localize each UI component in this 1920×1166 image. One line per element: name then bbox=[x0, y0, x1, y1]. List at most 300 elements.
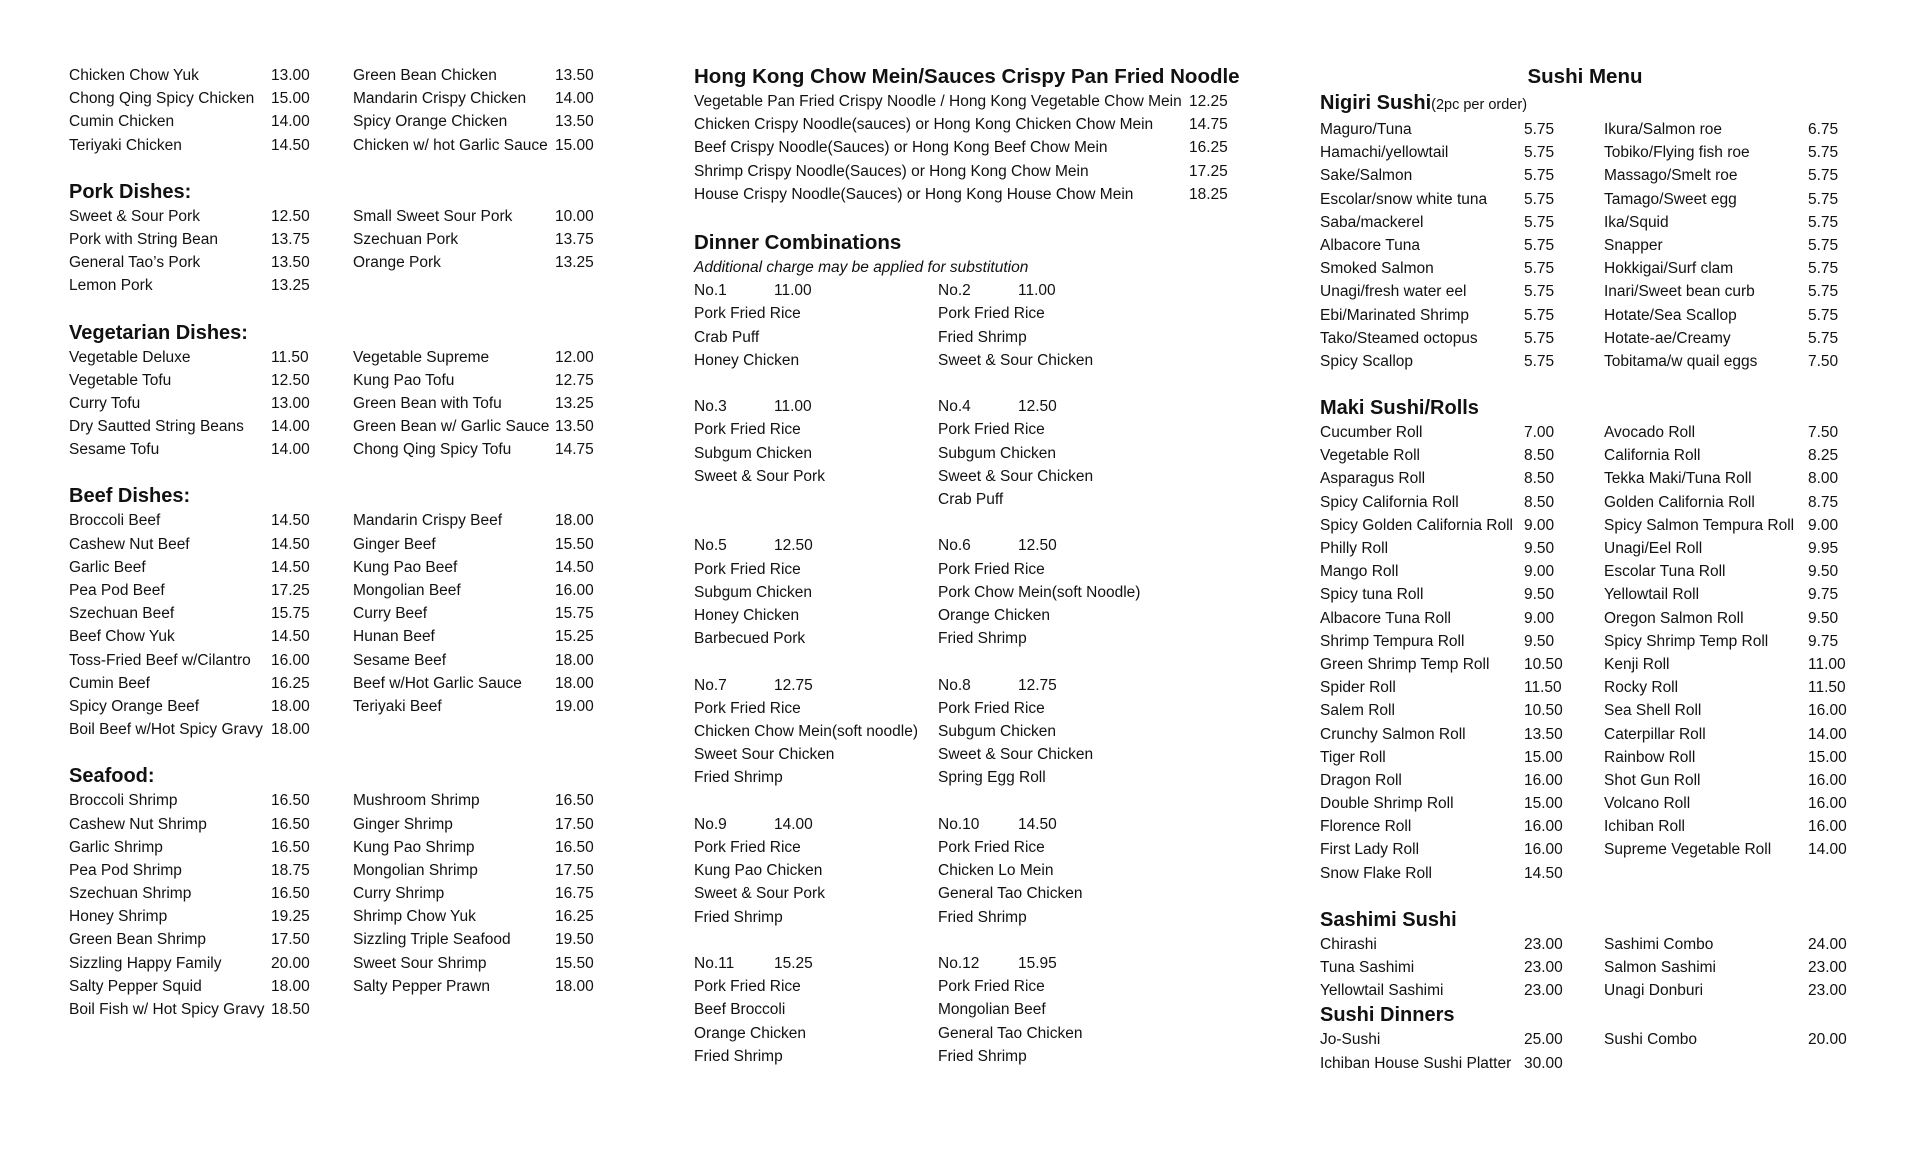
menu-row bbox=[1320, 979, 1865, 1002]
dish-price: 17.50 bbox=[555, 861, 594, 879]
dish-name: Salty Pepper Prawn bbox=[353, 977, 490, 995]
dish-price: 16.00 bbox=[1808, 702, 1847, 720]
dish-name: Szechuan Pork bbox=[353, 230, 459, 248]
menu-row bbox=[69, 952, 629, 975]
menu-row bbox=[1320, 792, 1865, 815]
dish-price: 14.00 bbox=[271, 441, 310, 459]
combo-price: 12.50 bbox=[1018, 537, 1057, 555]
dish-name: Spicy Golden California Roll bbox=[1320, 516, 1513, 534]
dish-price: 16.75 bbox=[555, 885, 594, 903]
dish-name: Ika/Squid bbox=[1604, 213, 1669, 231]
beef-dishes-list bbox=[69, 509, 629, 741]
dish-price: 16.50 bbox=[271, 815, 310, 833]
dish-name: Sizzling Happy Family bbox=[69, 954, 222, 972]
menu-row bbox=[1320, 560, 1865, 583]
dish-price: 9.75 bbox=[1808, 632, 1839, 650]
dish-price: 19.50 bbox=[555, 931, 594, 949]
dish-price: 15.50 bbox=[555, 954, 594, 972]
dish-price: 5.75 bbox=[1808, 283, 1839, 301]
dish-price: 16.25 bbox=[555, 908, 594, 926]
combo-card bbox=[694, 395, 938, 511]
combo-item: Crab Puff bbox=[694, 328, 760, 346]
dinner-combinations-list bbox=[694, 279, 1254, 1068]
menu-row bbox=[69, 415, 629, 438]
menu-row bbox=[69, 369, 629, 392]
seafood-dishes-list bbox=[69, 789, 629, 1021]
menu-row bbox=[69, 205, 629, 228]
dish-name: Chicken Crispy Noodle(sauces) or Hong Kong Chicken Chow Mein bbox=[694, 116, 1154, 134]
dish-name: Cashew Nut Shrimp bbox=[69, 815, 207, 833]
combo-number: No.10 bbox=[938, 815, 980, 833]
dish-name: Mandarin Crispy Beef bbox=[353, 512, 503, 530]
combo-number: No.6 bbox=[938, 537, 971, 555]
combo-number: No.3 bbox=[694, 398, 727, 416]
dish-name: Vegetable Pan Fried Crispy Noodle / Hong Kong Vegetable Chow Mein bbox=[694, 93, 1182, 110]
dish-price: 14.00 bbox=[1808, 841, 1847, 859]
menu-row bbox=[69, 998, 629, 1021]
dish-price: 13.00 bbox=[271, 394, 310, 412]
combo-item: Honey Chicken bbox=[694, 607, 800, 625]
combo-card bbox=[938, 674, 1182, 790]
menu-row bbox=[1320, 280, 1865, 303]
dish-name: Smoked Salmon bbox=[1320, 260, 1434, 278]
dish-price: 14.50 bbox=[271, 512, 310, 530]
menu-row bbox=[1320, 838, 1865, 861]
combo-item: Subgum Chicken bbox=[694, 583, 813, 601]
dish-name bbox=[353, 718, 555, 741]
dish-name: Mongolian Shrimp bbox=[353, 861, 478, 879]
combo-item: Subgum Chicken bbox=[938, 444, 1057, 462]
combo-number: No.8 bbox=[938, 676, 971, 694]
combo-item: Pork Fried Rice bbox=[938, 560, 1045, 578]
dish-price: 13.25 bbox=[271, 277, 310, 295]
dish-name: Vegetable Deluxe bbox=[69, 348, 191, 366]
menu-row bbox=[1320, 257, 1865, 280]
menu-row bbox=[69, 859, 629, 882]
dish-name: House Crispy Noodle(Sauces) or Hong Kong House Chow Mein bbox=[694, 185, 1134, 203]
dish-price: 24.00 bbox=[1808, 935, 1847, 953]
dish-name: Spicy Orange Chicken bbox=[353, 113, 508, 131]
combo-header bbox=[938, 674, 1182, 697]
hong-kong-chow-mein-heading: Hong Kong Chow Mein/Sauces Crispy Pan Fried Noodle bbox=[694, 65, 1240, 88]
dish-price: 14.50 bbox=[271, 558, 310, 576]
dish-price: 14.00 bbox=[555, 90, 594, 108]
dish-price: 9.00 bbox=[1808, 516, 1839, 534]
dish-name: Sake/Salmon bbox=[1320, 167, 1413, 185]
dish-price: 14.50 bbox=[271, 535, 310, 553]
dish-name: Rocky Roll bbox=[1604, 679, 1679, 697]
chicken-dishes-list bbox=[69, 64, 629, 157]
dish-price: 5.75 bbox=[1524, 236, 1555, 254]
dish-price: 13.75 bbox=[555, 230, 594, 248]
combo-item: Crab Puff bbox=[938, 491, 1004, 509]
dish-name: Snow Flake Roll bbox=[1320, 864, 1432, 882]
dish-name: Curry Beef bbox=[353, 605, 428, 623]
dish-price: 5.75 bbox=[1808, 329, 1839, 347]
dish-price: 16.00 bbox=[1808, 795, 1847, 813]
menu-row bbox=[69, 87, 629, 110]
menu-row bbox=[69, 134, 629, 157]
beef-dishes-heading: Beef Dishes: bbox=[69, 485, 191, 508]
dish-name: Sushi Combo bbox=[1604, 1031, 1698, 1049]
dish-name: Teriyaki Beef bbox=[353, 697, 442, 715]
combo-item: Pork Fried Rice bbox=[938, 978, 1045, 996]
dish-name: Sizzling Triple Seafood bbox=[353, 931, 511, 949]
dish-price: 17.25 bbox=[271, 582, 310, 599]
dish-name: Curry Tofu bbox=[69, 394, 141, 412]
dish-name: Salmon Sashimi bbox=[1604, 959, 1716, 976]
combo-card bbox=[938, 534, 1182, 650]
menu-row bbox=[694, 160, 1254, 183]
dish-price: 16.25 bbox=[271, 674, 310, 692]
dish-name: Kung Pao Shrimp bbox=[353, 838, 475, 856]
combo-item: Pork Fried Rice bbox=[694, 560, 801, 578]
dish-price: 5.75 bbox=[1808, 144, 1839, 162]
dish-price: 16.50 bbox=[271, 792, 310, 810]
menu-row bbox=[1320, 537, 1865, 560]
dish-name: Albacore Tuna bbox=[1320, 236, 1420, 254]
dish-price: 8.00 bbox=[1808, 470, 1839, 488]
dish-price: 9.50 bbox=[1808, 609, 1839, 627]
dish-price: 20.00 bbox=[271, 954, 310, 972]
dish-name: Broccoli Shrimp bbox=[69, 792, 178, 810]
dish-name: Pea Pod Beef bbox=[69, 582, 165, 599]
dish-price: 16.50 bbox=[555, 792, 594, 810]
dish-name: First Lady Roll bbox=[1320, 841, 1420, 859]
dish-name: Escolar Tuna Roll bbox=[1604, 563, 1726, 581]
dish-name: Mongolian Beef bbox=[353, 582, 461, 599]
combo-header bbox=[694, 395, 938, 418]
combo-item: Fried Shrimp bbox=[694, 1047, 783, 1065]
dish-name: Ebi/Marinated Shrimp bbox=[1320, 306, 1470, 324]
dish-name: Ginger Shrimp bbox=[353, 815, 453, 833]
seafood-heading: Seafood: bbox=[69, 765, 155, 788]
combo-pair bbox=[694, 674, 1254, 790]
menu-row bbox=[1320, 467, 1865, 490]
menu-row bbox=[69, 251, 629, 274]
menu-row bbox=[1320, 211, 1865, 234]
combo-item: Pork Fried Rice bbox=[694, 699, 801, 717]
combo-card bbox=[694, 534, 938, 650]
dish-price: 15.25 bbox=[555, 628, 594, 646]
menu-row bbox=[1320, 350, 1865, 373]
dish-price: 18.00 bbox=[555, 977, 594, 995]
dish-name: Hamachi/yellowtail bbox=[1320, 144, 1449, 162]
dish-name: California Roll bbox=[1604, 447, 1701, 465]
combo-card bbox=[694, 813, 938, 929]
menu-row bbox=[1320, 933, 1865, 956]
dish-name: Escolar/snow white tuna bbox=[1320, 190, 1488, 208]
dish-price: 18.25 bbox=[1189, 185, 1228, 203]
menu-row bbox=[69, 882, 629, 905]
maki-sushi-heading: Maki Sushi/Rolls bbox=[1320, 397, 1479, 420]
dish-name: Golden California Roll bbox=[1604, 493, 1755, 511]
dish-name: Spicy Scallop bbox=[1320, 352, 1414, 370]
combo-item: Mongolian Beef bbox=[938, 1001, 1046, 1019]
combo-number: No.1 bbox=[694, 282, 727, 300]
dish-price: 18.00 bbox=[271, 721, 310, 739]
combo-card bbox=[938, 279, 1182, 372]
menu-row bbox=[1320, 676, 1865, 699]
dish-name: Kenji Roll bbox=[1604, 655, 1670, 673]
dish-name: Green Bean w/ Garlic Sauce bbox=[353, 418, 550, 436]
combo-card bbox=[938, 395, 1182, 511]
combo-price: 15.95 bbox=[1018, 955, 1057, 973]
dish-name: Mushroom Shrimp bbox=[353, 792, 480, 810]
dish-price: 8.25 bbox=[1808, 447, 1839, 465]
dish-name: Jo-Sushi bbox=[1320, 1031, 1381, 1049]
dish-name: Hotate/Sea Scallop bbox=[1604, 306, 1737, 324]
menu-row bbox=[1320, 421, 1865, 444]
dish-name: Mandarin Crispy Chicken bbox=[353, 90, 527, 108]
combo-number: No.12 bbox=[938, 955, 980, 973]
menu-row bbox=[69, 695, 629, 718]
dish-price: 15.00 bbox=[271, 90, 310, 108]
dish-name: Kung Pao Tofu bbox=[353, 371, 455, 389]
dish-price: 15.75 bbox=[271, 605, 310, 623]
dish-price: 5.75 bbox=[1524, 283, 1555, 301]
menu-row bbox=[1320, 141, 1865, 164]
dish-price bbox=[555, 274, 605, 297]
dish-price: 5.75 bbox=[1808, 213, 1839, 231]
menu-row bbox=[69, 602, 629, 625]
menu-row bbox=[69, 625, 629, 648]
menu-row bbox=[69, 392, 629, 415]
dish-price: 18.00 bbox=[555, 651, 594, 669]
dish-name: Double Shrimp Roll bbox=[1320, 795, 1454, 813]
combo-card bbox=[694, 279, 938, 372]
dish-price: 12.25 bbox=[1189, 93, 1228, 110]
dish-name: Shot Gun Roll bbox=[1604, 771, 1701, 789]
dish-name: Shrimp Crispy Noodle(Sauces) or Hong Kong Chow Mein bbox=[694, 162, 1089, 180]
sashimi-list bbox=[1320, 933, 1865, 1003]
combo-item: Fried Shrimp bbox=[938, 630, 1027, 648]
dish-price: 18.00 bbox=[271, 977, 310, 995]
dish-name: Beef Crispy Noodle(Sauces) or Hong Kong Beef Chow Mein bbox=[694, 139, 1108, 157]
dish-name: Asparagus Roll bbox=[1320, 470, 1426, 488]
dish-price: 17.25 bbox=[1189, 162, 1228, 180]
combo-item: Honey Chicken bbox=[694, 351, 800, 369]
combo-item: Pork Chow Mein(soft Noodle) bbox=[938, 583, 1141, 601]
combo-item: Fried Shrimp bbox=[694, 769, 783, 787]
dish-name: Garlic Beef bbox=[69, 558, 146, 576]
combo-number: No.11 bbox=[694, 955, 735, 973]
menu-row bbox=[1320, 815, 1865, 838]
combo-number: No.5 bbox=[694, 537, 727, 555]
dish-name: Chong Qing Spicy Tofu bbox=[353, 441, 512, 459]
combo-item: Pork Fried Rice bbox=[938, 839, 1045, 857]
dish-price: 5.75 bbox=[1524, 306, 1555, 324]
combo-item: Orange Chicken bbox=[938, 607, 1051, 625]
dish-name bbox=[353, 274, 555, 297]
dish-name: Curry Shrimp bbox=[353, 885, 445, 903]
dish-name: Snapper bbox=[1604, 236, 1663, 254]
dish-name: Pork with String Bean bbox=[69, 230, 219, 248]
combo-price: 14.00 bbox=[774, 815, 813, 833]
dish-price: 10.50 bbox=[1524, 702, 1563, 720]
dish-price: 5.75 bbox=[1808, 190, 1839, 208]
dish-price: 8.50 bbox=[1524, 447, 1555, 465]
dish-price: 13.50 bbox=[271, 254, 310, 272]
menu-row bbox=[69, 836, 629, 859]
dish-name: Beef Chow Yuk bbox=[69, 628, 175, 646]
combo-header bbox=[694, 279, 938, 302]
dish-name: Caterpillar Roll bbox=[1604, 725, 1706, 743]
dish-price: 14.50 bbox=[555, 558, 594, 576]
dish-price: 18.00 bbox=[555, 674, 594, 692]
combo-header bbox=[694, 674, 938, 697]
combo-price: 11.00 bbox=[1018, 282, 1056, 300]
dish-name: Mango Roll bbox=[1320, 563, 1399, 581]
dish-name: Unagi Donburi bbox=[1604, 982, 1704, 1000]
pork-dishes-list bbox=[69, 205, 629, 298]
menu-column-noodles-combinations bbox=[694, 64, 1254, 1091]
menu-row bbox=[1320, 583, 1865, 606]
dish-price: 9.00 bbox=[1524, 516, 1555, 534]
combo-number: No.9 bbox=[694, 815, 727, 833]
combo-price: 12.75 bbox=[1018, 676, 1057, 694]
dish-price: 5.75 bbox=[1524, 352, 1555, 370]
combo-item: Kung Pao Chicken bbox=[694, 862, 823, 880]
dish-price bbox=[1808, 862, 1858, 885]
combo-item: Fried Shrimp bbox=[938, 328, 1027, 346]
dish-name: Orange Pork bbox=[353, 254, 441, 272]
combo-item: Fried Shrimp bbox=[938, 908, 1027, 926]
dish-price: 14.50 bbox=[271, 136, 310, 154]
dish-price: 5.75 bbox=[1808, 260, 1839, 278]
dish-name: Spider Roll bbox=[1320, 679, 1396, 697]
menu-row bbox=[69, 110, 629, 133]
menu-row bbox=[1320, 444, 1865, 467]
dish-name: Szechuan Beef bbox=[69, 605, 175, 623]
combo-header bbox=[938, 534, 1182, 557]
hong-kong-chow-mein-list bbox=[694, 90, 1254, 206]
dish-name: Florence Roll bbox=[1320, 818, 1412, 836]
dish-name: Albacore Tuna Roll bbox=[1320, 609, 1451, 627]
combo-item: Sweet & Sour Pork bbox=[694, 885, 825, 903]
combo-pair bbox=[694, 534, 1254, 650]
dish-name: Tobiko/Flying fish roe bbox=[1604, 144, 1750, 162]
dish-price: 15.50 bbox=[555, 535, 594, 553]
combo-item: Pork Fried Rice bbox=[938, 305, 1045, 323]
combo-item: Spring Egg Roll bbox=[938, 769, 1046, 787]
dish-name bbox=[353, 998, 555, 1021]
dish-price: 5.75 bbox=[1808, 306, 1839, 324]
dish-price: 15.75 bbox=[555, 605, 594, 623]
menu-row bbox=[1320, 956, 1865, 979]
combo-item: Pork Fried Rice bbox=[938, 699, 1045, 717]
combo-header bbox=[938, 952, 1182, 975]
combo-item: Fried Shrimp bbox=[938, 1047, 1027, 1065]
dish-price: 9.50 bbox=[1524, 540, 1555, 557]
dish-price: 7.50 bbox=[1808, 352, 1839, 370]
dish-name: Honey Shrimp bbox=[69, 908, 168, 926]
dish-name: Hunan Beef bbox=[353, 628, 435, 646]
combo-pair bbox=[694, 952, 1254, 1068]
menu-row bbox=[69, 228, 629, 251]
menu-row bbox=[694, 136, 1254, 159]
dish-name: Green Shrimp Temp Roll bbox=[1320, 655, 1490, 673]
dish-price: 13.75 bbox=[271, 230, 310, 248]
dish-name: Toss-Fried Beef w/Cilantro bbox=[69, 651, 251, 669]
dish-name: Chicken w/ hot Garlic Sauce bbox=[353, 136, 548, 154]
dish-price: 15.00 bbox=[1524, 795, 1563, 813]
combo-header bbox=[694, 813, 938, 836]
dish-price: 13.50 bbox=[1524, 725, 1563, 743]
dish-name: Supreme Vegetable Roll bbox=[1604, 841, 1772, 859]
dish-price: 11.50 bbox=[1524, 679, 1562, 697]
dish-price: 5.75 bbox=[1524, 190, 1555, 208]
dish-price: 16.00 bbox=[555, 582, 594, 599]
dish-price bbox=[555, 998, 605, 1021]
combo-item: Orange Chicken bbox=[694, 1024, 807, 1042]
combo-price: 12.50 bbox=[774, 537, 813, 555]
dish-name: Ichiban House Sushi Platter bbox=[1320, 1054, 1512, 1072]
dish-price: 5.75 bbox=[1524, 167, 1555, 185]
dish-name: Volcano Roll bbox=[1604, 795, 1691, 813]
combo-item: Sweet & Sour Pork bbox=[694, 467, 825, 485]
dish-name: Green Bean Chicken bbox=[353, 67, 497, 84]
nigiri-note: (2pc per order) bbox=[1431, 97, 1528, 113]
dish-price: 16.00 bbox=[1808, 771, 1847, 789]
dish-name: Sesame Beef bbox=[353, 651, 447, 669]
dish-price: 8.50 bbox=[1524, 493, 1555, 511]
dish-price: 9.95 bbox=[1808, 540, 1839, 557]
menu-row bbox=[1320, 1052, 1865, 1075]
dish-name: Green Bean with Tofu bbox=[353, 394, 502, 412]
menu-row bbox=[69, 813, 629, 836]
dish-price: 14.00 bbox=[271, 113, 310, 131]
dish-name: Shrimp Chow Yuk bbox=[353, 908, 476, 926]
combo-number: No.7 bbox=[694, 676, 727, 694]
dish-price: 9.75 bbox=[1808, 586, 1839, 604]
dish-name: Chirashi bbox=[1320, 935, 1377, 953]
dish-price: 11.50 bbox=[271, 348, 309, 366]
dish-name: Boil Beef w/Hot Spicy Gravy bbox=[69, 721, 263, 739]
dinner-combinations-heading: Dinner Combinations bbox=[694, 231, 902, 255]
combo-item: Subgum Chicken bbox=[938, 723, 1057, 741]
dish-price: 8.50 bbox=[1524, 470, 1555, 488]
dish-price: 19.25 bbox=[271, 908, 310, 926]
dish-price bbox=[555, 718, 605, 741]
combo-price: 14.50 bbox=[1018, 815, 1057, 833]
dish-name: Spicy California Roll bbox=[1320, 493, 1459, 511]
combo-item: Fried Shrimp bbox=[694, 908, 783, 926]
dish-name: Spicy tuna Roll bbox=[1320, 586, 1424, 604]
dish-price: 13.00 bbox=[271, 67, 310, 84]
sushi-menu-title: Sushi Menu bbox=[1527, 65, 1643, 88]
dish-name: Unagi/fresh water eel bbox=[1320, 283, 1467, 301]
combo-item: Pork Fried Rice bbox=[694, 839, 801, 857]
dish-name: Dragon Roll bbox=[1320, 771, 1402, 789]
menu-row bbox=[69, 64, 629, 87]
dish-name: Massago/Smelt roe bbox=[1604, 167, 1738, 185]
menu-row bbox=[1320, 723, 1865, 746]
menu-row bbox=[69, 579, 629, 602]
combo-card bbox=[694, 674, 938, 790]
dish-price: 9.50 bbox=[1524, 632, 1555, 650]
dish-name: Vegetable Roll bbox=[1320, 447, 1420, 465]
dish-name: Unagi/Eel Roll bbox=[1604, 540, 1703, 557]
combo-item: General Tao Chicken bbox=[938, 885, 1083, 903]
menu-row bbox=[694, 183, 1254, 206]
combo-header bbox=[938, 395, 1182, 418]
maki-rolls-list bbox=[1320, 421, 1865, 885]
menu-column-sushi bbox=[1320, 64, 1865, 1075]
dish-price: 17.50 bbox=[271, 931, 310, 949]
dish-name: Sweet Sour Shrimp bbox=[353, 954, 487, 972]
dish-name: Sesame Tofu bbox=[69, 441, 160, 459]
